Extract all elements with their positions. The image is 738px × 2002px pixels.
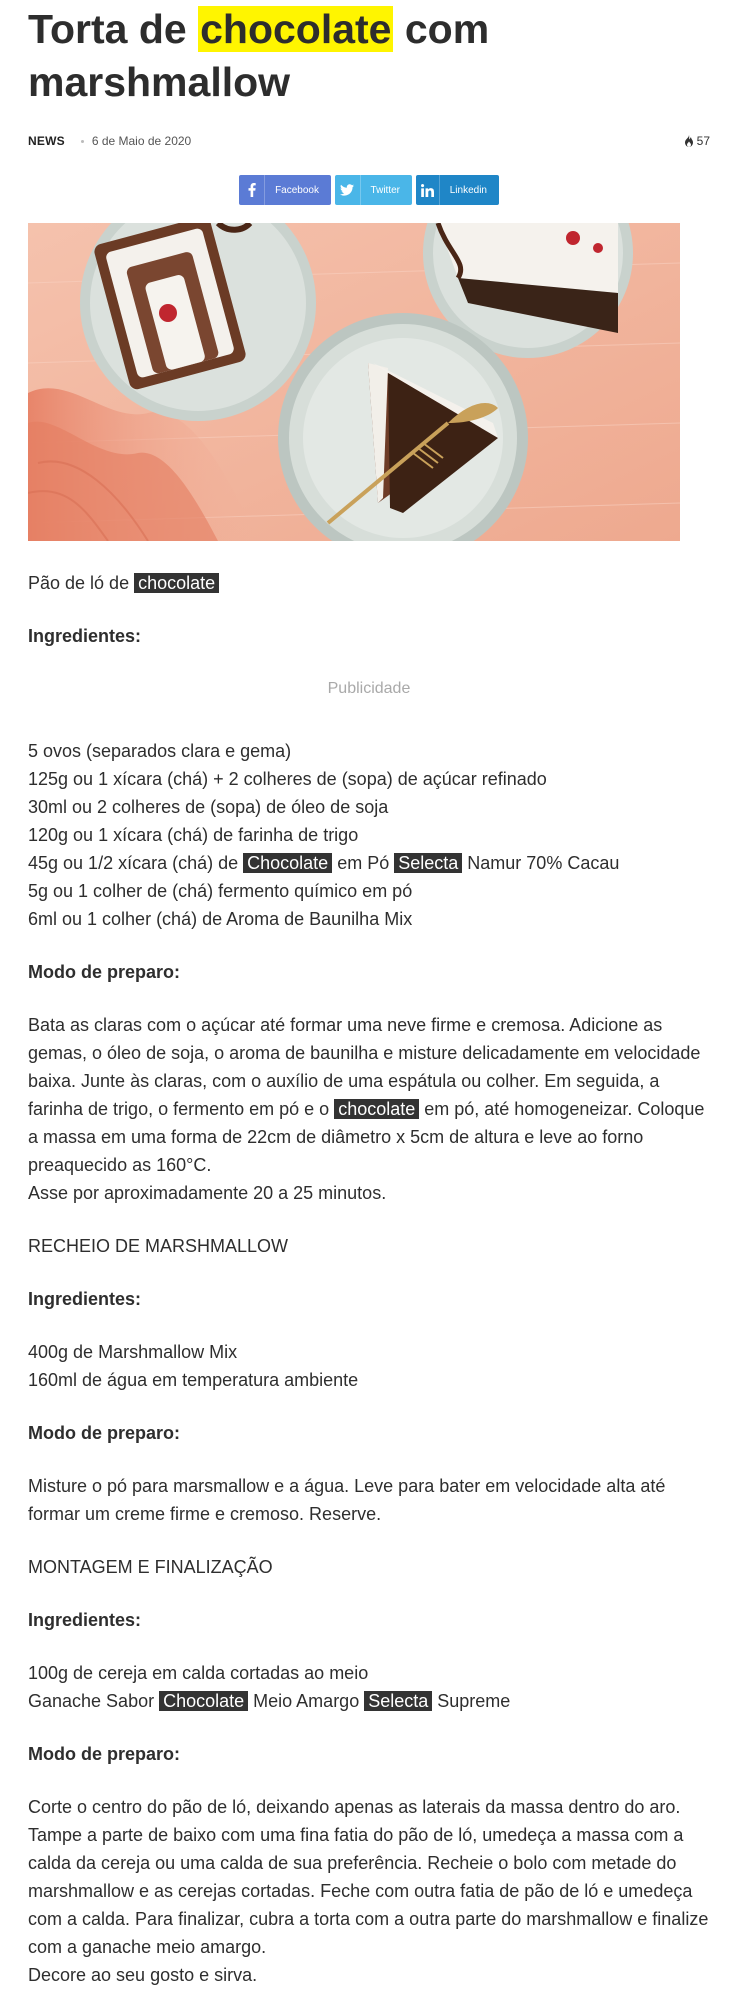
prep-label: Modo de preparo: [28, 962, 180, 982]
flame-icon [684, 135, 694, 147]
term-highlight: Chocolate [243, 853, 332, 873]
list-item: 5g ou 1 colher de (chá) fermento químico em pó [28, 881, 413, 901]
term-highlight: chocolate [334, 1099, 419, 1119]
section-heading-filling: RECHEIO DE MARSHMALLOW [28, 1236, 289, 1256]
post-meta [28, 119, 710, 163]
list-item: 6ml ou 1 colher (chá) de Aroma de Baunilha Mix [28, 909, 413, 929]
prep-paragraph-assembly [28, 1793, 710, 1989]
prep-label: Modo de preparo: [28, 1423, 180, 1443]
section-heading-sponge [28, 569, 710, 597]
list-item: 125g ou 1 xícara (chá) + 2 colheres de (sopa) de açúcar refinado [28, 769, 547, 789]
list-item-text: em Pó [332, 853, 395, 873]
prep-label: Modo de preparo: [28, 1744, 180, 1764]
category-link[interactable]: NEWS [28, 134, 65, 148]
list-item: 120g ou 1 xícara (chá) de farinha de trigo [28, 825, 359, 845]
list-item: 160ml de água em temperatura ambiente [28, 1370, 359, 1390]
view-count-number: 57 [696, 134, 710, 148]
list-item-text: Supreme [432, 1691, 511, 1711]
article [0, 3, 738, 1989]
list-item: 30ml ou 2 colheres de (sopa) de óleo de soja [28, 797, 389, 817]
ingredients-label: Ingredientes: [28, 1289, 142, 1309]
prep-paragraph-sponge [28, 1011, 710, 1207]
twitter-share-label: Twitter [370, 184, 400, 196]
list-item [28, 849, 710, 877]
ingredients-list-sponge [28, 737, 710, 933]
list-item-text: 45g ou 1/2 xícara (chá) de [28, 853, 244, 873]
title-text-pre: Torta de [28, 6, 199, 52]
term-highlight: chocolate [134, 573, 219, 593]
paragraph: Decore ao seu gosto e sirva. [28, 1965, 258, 1985]
facebook-share-button[interactable] [239, 175, 331, 205]
page-title [28, 3, 710, 109]
paragraph: Corte o centro do pão de ló, deixando apenas as laterais da massa dentro do aro. Tampe a parte de baixo com uma fina fatia do pão de ló, umedeça a massa com a calda da cereja ou uma calda de sua preferência. Recheie o bolo com metade do marshmallow e as cerejas cortadas. Feche com outra fatia de pão de ló e umedeça com a calda. Para finalizar, cubra a torta com a outra parte do marshmallow e finalize com a ganache meio amargo. [28, 1797, 709, 1957]
title-highlight: chocolate [200, 6, 392, 52]
list-item [28, 1687, 710, 1715]
paragraph: Asse por aproximadamente 20 a 25 minutos. [28, 1183, 387, 1203]
post-date: 6 de Maio de 2020 [91, 134, 192, 148]
ingredients-label: Ingredientes: [28, 1610, 142, 1630]
hero-image [28, 223, 680, 541]
article-body [28, 569, 710, 1989]
paragraph-text: Bata as claras com o açúcar até formar uma neve firme e cremosa. Adicione as gemas, o óleo de soja, o aroma de baunilha e misture delicadamente em velocidade baixa. Junte às claras, com o auxílio de uma espátula ou colher. Em seguida, a farinha de trigo, o fermento em pó e o [28, 1015, 701, 1119]
facebook-icon [239, 175, 265, 205]
list-item-text: Namur 70% Cacau [462, 853, 620, 873]
section-heading-text: Pão de ló de [28, 573, 135, 593]
share-buttons [28, 175, 710, 205]
cake-photo-illustration [28, 223, 680, 541]
ingredients-label: Ingredientes: [28, 626, 142, 646]
view-count [684, 134, 710, 148]
paragraph-text: em pó, até homogeneizar. Coloque a massa em uma forma de 22cm de diâmetro x 5cm de altura e leve ao forno preaquecido as 160°C. [28, 1099, 705, 1175]
list-item: 100g de cereja em calda cortadas ao meio [28, 1663, 369, 1683]
twitter-share-button[interactable] [335, 175, 412, 205]
term-highlight: Chocolate [159, 1691, 248, 1711]
facebook-share-label: Facebook [275, 184, 319, 196]
ingredients-list-assembly [28, 1659, 710, 1715]
ingredients-list-filling [28, 1338, 710, 1394]
list-item-text: Meio Amargo [248, 1691, 365, 1711]
list-item: 400g de Marshmallow Mix [28, 1342, 238, 1362]
term-highlight: Selecta [364, 1691, 432, 1711]
ad-label: Publicidade [327, 680, 411, 697]
twitter-icon [335, 175, 361, 205]
term-highlight: Selecta [394, 853, 462, 873]
paragraph [28, 1011, 710, 1179]
meta-separator [81, 140, 84, 143]
linkedin-share-label: Linkedin [449, 184, 487, 196]
paragraph: Misture o pó para marsmallow e a água. Leve para bater em velocidade alta até formar um creme firme e cremoso. Reserve. [28, 1476, 666, 1524]
list-item: 5 ovos (separados clara e gema) [28, 741, 292, 761]
title-text-post: com marshmallow [28, 6, 490, 105]
section-heading-assembly: MONTAGEM E FINALIZAÇÃO [28, 1557, 273, 1577]
linkedin-share-button[interactable] [416, 175, 499, 205]
list-item-text: Ganache Sabor [28, 1691, 160, 1711]
linkedin-icon [416, 175, 440, 205]
